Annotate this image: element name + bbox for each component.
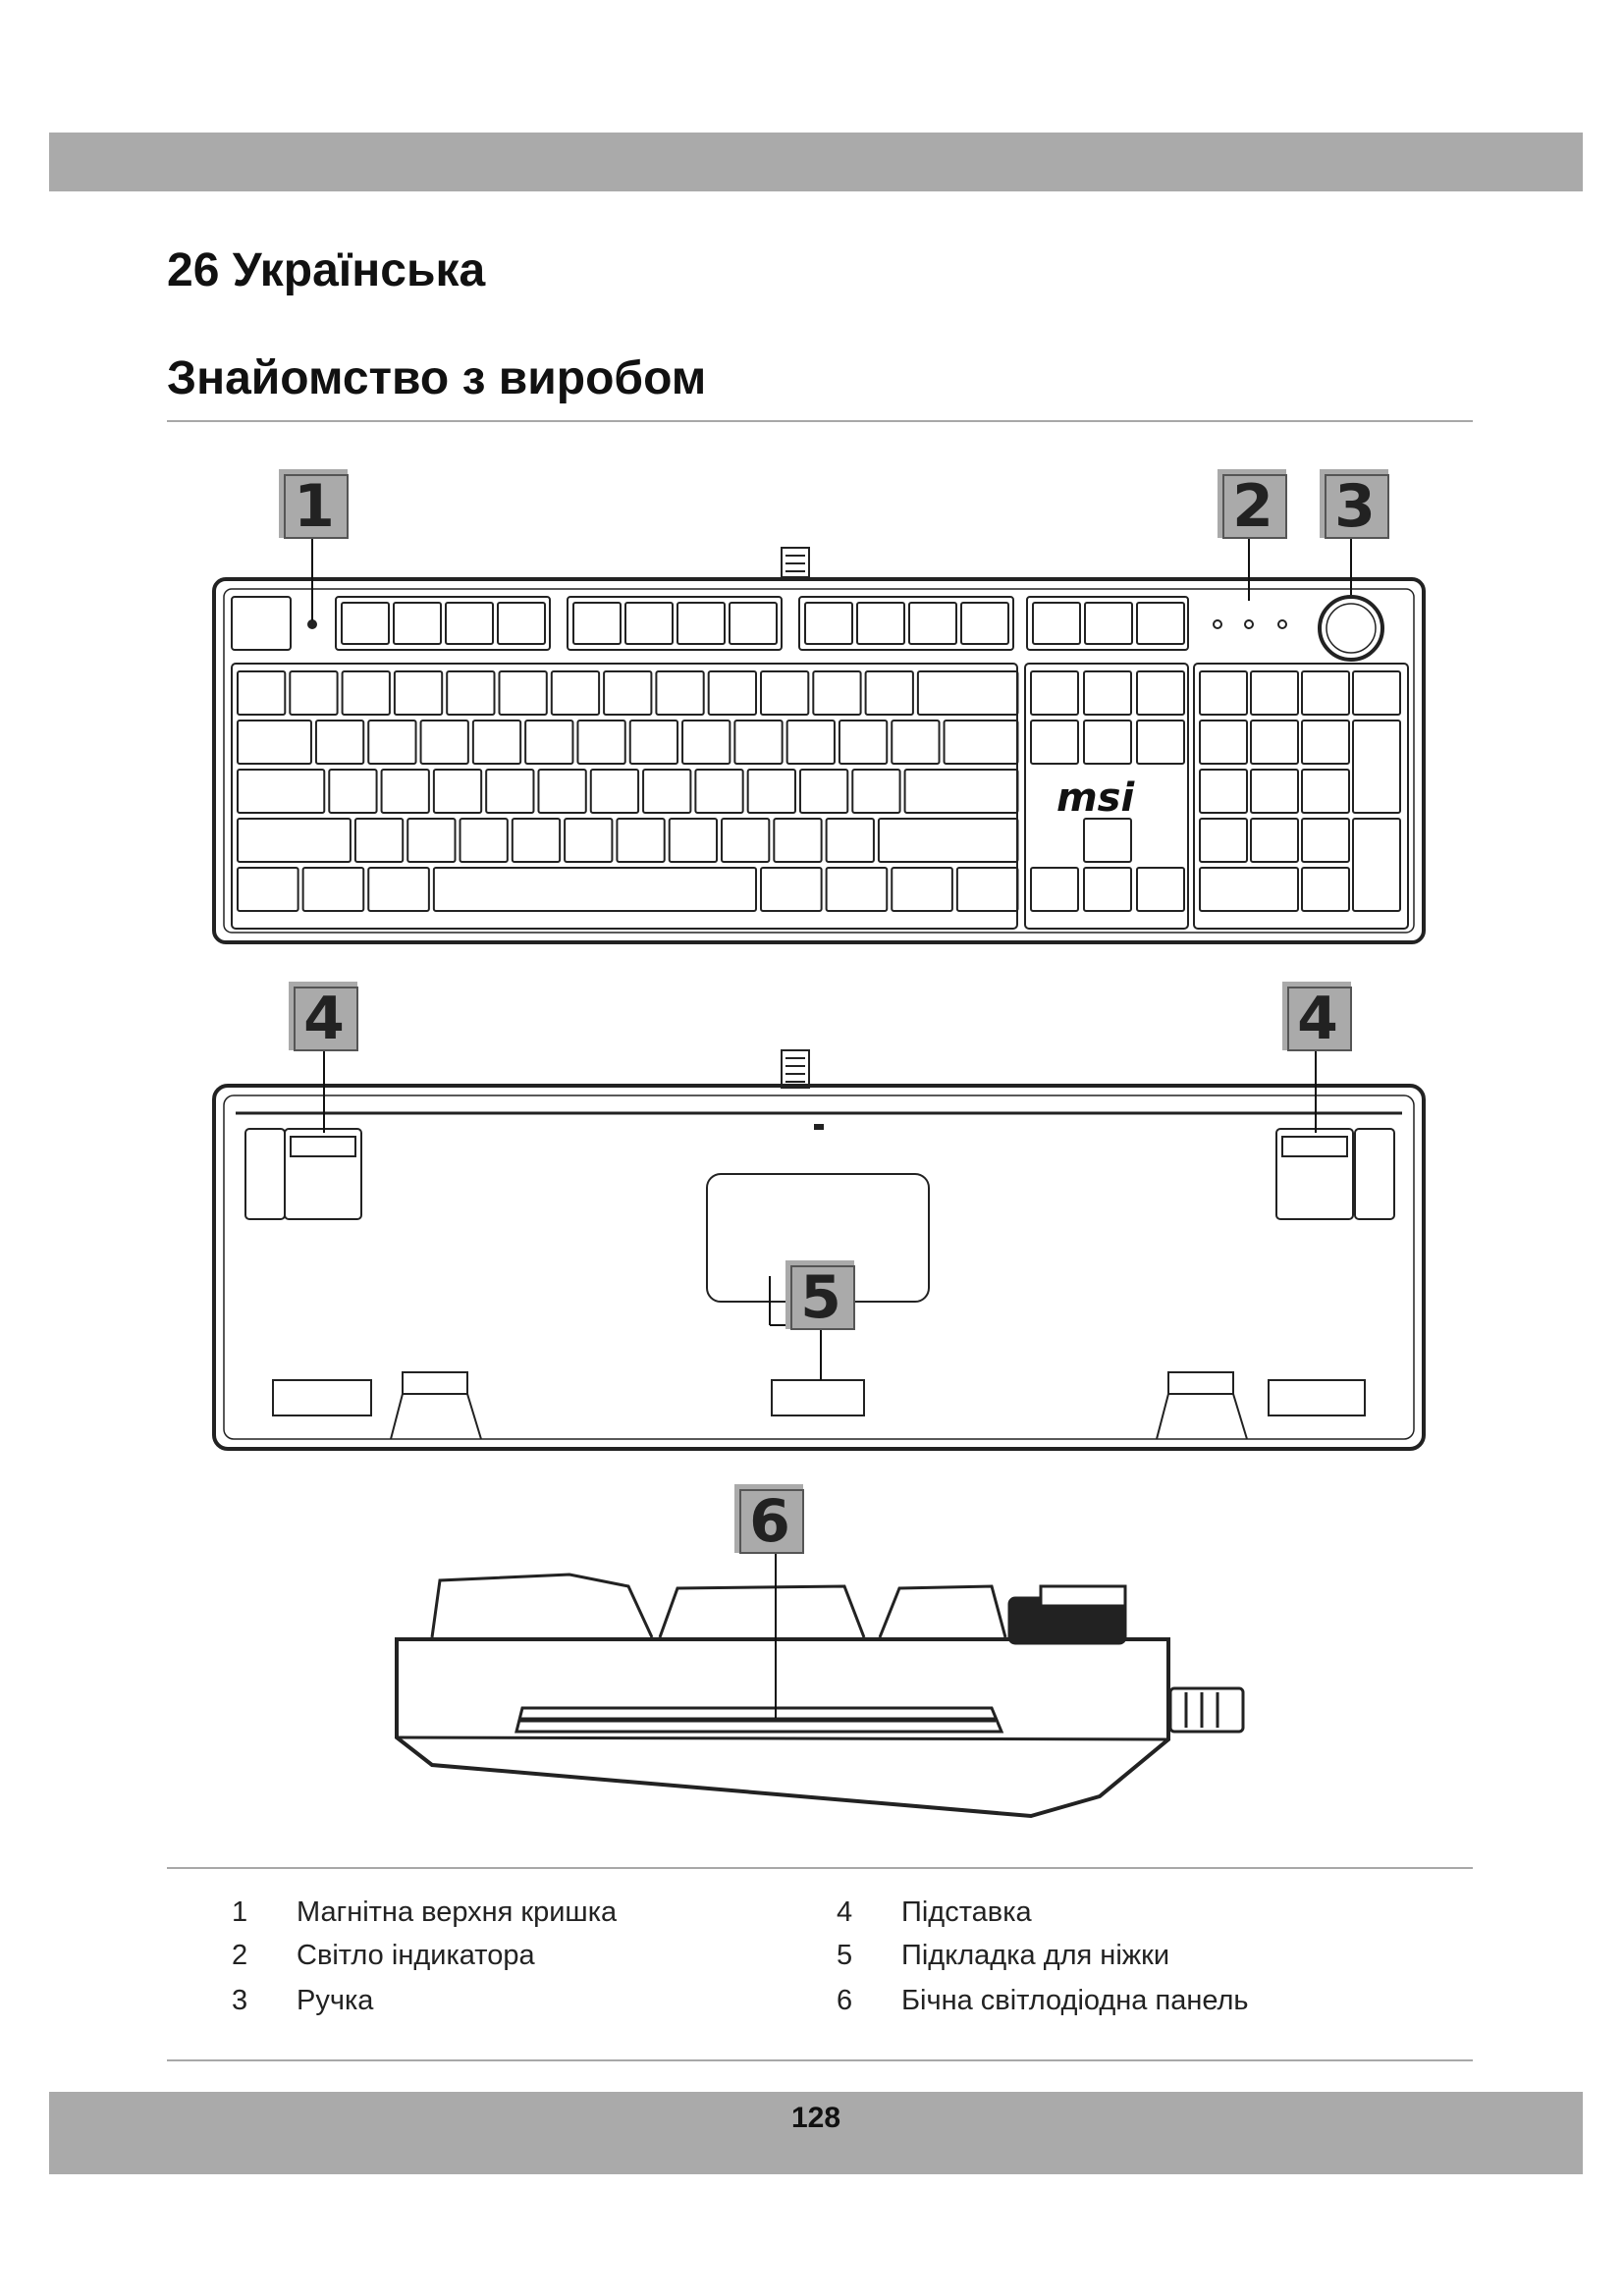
svg-text:5: 5 bbox=[800, 1263, 841, 1332]
legend-number: 4 bbox=[837, 1896, 853, 1928]
legend-label: Підкладка для ніжки bbox=[901, 1940, 1170, 1971]
legend-bottom-rule bbox=[167, 2059, 1473, 2061]
legend-number: 2 bbox=[232, 1940, 248, 1971]
keyboard-top-view bbox=[214, 548, 1424, 942]
legend-number: 5 bbox=[837, 1940, 853, 1971]
footer-bar bbox=[49, 2092, 1583, 2174]
legend-number: 1 bbox=[232, 1896, 248, 1928]
page-number: 128 bbox=[790, 2102, 841, 2134]
callout-6 bbox=[785, 1260, 854, 1332]
keyboard-side-view bbox=[397, 1575, 1243, 1816]
legend-label: Ручка bbox=[297, 1985, 374, 2016]
legend-label: Магнітна верхня кришка bbox=[297, 1896, 618, 1928]
legend-label: Бічна світлодіодна панель bbox=[901, 1985, 1249, 2016]
svg-text:1: 1 bbox=[294, 472, 335, 541]
legend-label: Підставка bbox=[901, 1896, 1032, 1928]
svg-text:2: 2 bbox=[1232, 472, 1273, 541]
callout-5 bbox=[1282, 982, 1351, 1053]
callout-3 bbox=[1320, 469, 1388, 541]
svg-text:4: 4 bbox=[303, 985, 345, 1053]
callout-1 bbox=[279, 469, 348, 541]
callout-lines bbox=[312, 536, 1351, 1718]
section-title: Знайомство з виробом bbox=[167, 352, 707, 404]
legend-label: Світло індикатора bbox=[297, 1940, 535, 1971]
svg-text:3: 3 bbox=[1334, 472, 1376, 541]
keyboard-bottom-view bbox=[214, 1050, 1424, 1449]
svg-text:4: 4 bbox=[1297, 985, 1338, 1053]
msi-logo: msi bbox=[1056, 775, 1135, 821]
chapter-title: 26 Українська bbox=[167, 244, 486, 296]
legend-number: 3 bbox=[232, 1985, 248, 2016]
svg-text:6: 6 bbox=[749, 1487, 790, 1556]
callout-4 bbox=[289, 982, 357, 1053]
legend-number: 6 bbox=[837, 1985, 853, 2016]
legend-top-rule bbox=[167, 1867, 1473, 1869]
callout-2 bbox=[1218, 469, 1286, 541]
callout-7 bbox=[734, 1484, 803, 1556]
